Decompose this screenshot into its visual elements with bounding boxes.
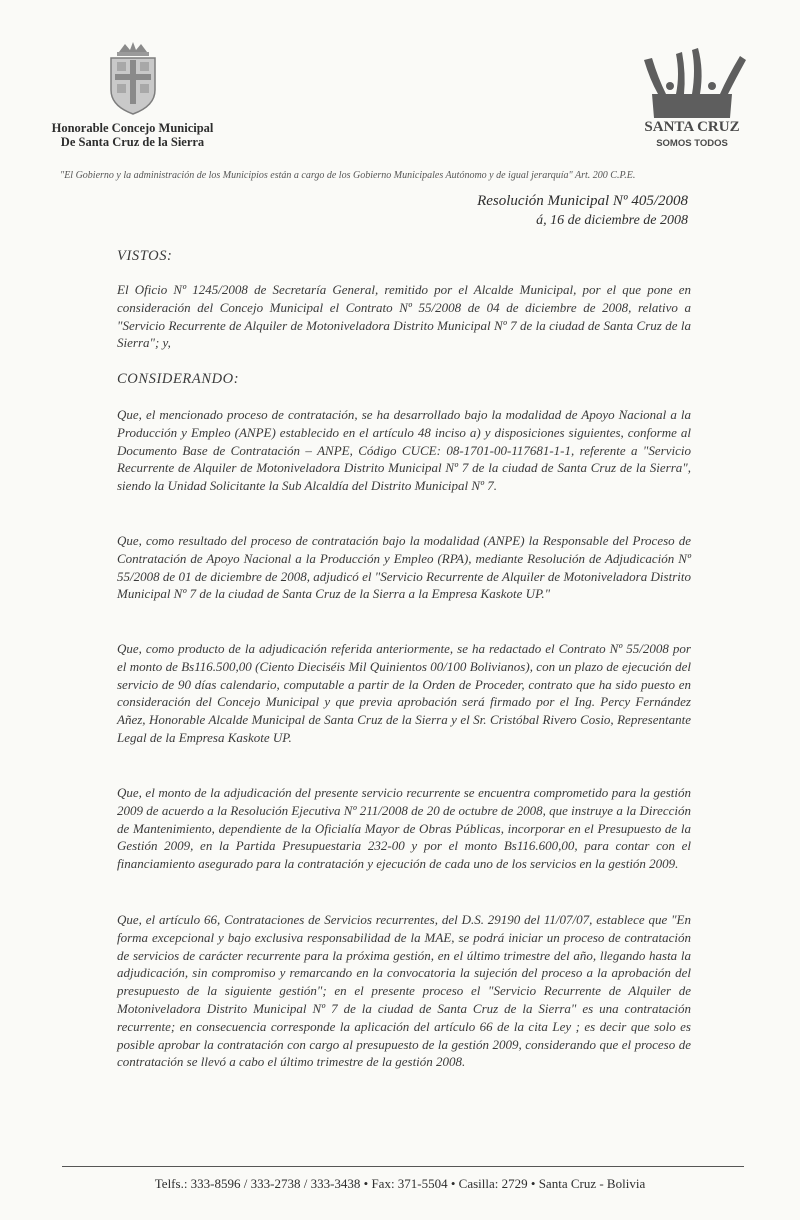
organization-name xyxy=(40,121,225,149)
coat-of-arms-seal xyxy=(103,40,163,118)
org-line-2: De Santa Cruz de la Sierra xyxy=(60,135,205,149)
considerando-paragraph-5: Que, el artículo 66, Contrataciones de Servicios recurrentes, del D.S. 29190 del 11/07/07, establece que "En forma excepcional y bajo exclusiva responsabilidad de la MAE, se podrá iniciar un proceso de contratación de servicios de carácter recurrente para la próxima gestión, en el último trimestre del año, llegando hasta la adjudicación, sin compromiso y remarcando en la convocatoria la sujeción del proceso a la aprobación del presupuesto de la siguiente gestión"; en el presente proceso el "Servicio Recurrente de Alquiler de Motoniveladora Distrito Municipal Nº 7 de la ciudad de Santa Cruz de la Sierra" es una contratación recurrente; en consecuencia corresponde la aplicación del artículo 66 de la cita Ley ; es decir que solo es posible aprobar la contratación con cargo al presupuesto de la gestión 2009, considerando que el proceso de contratación se llevó a cabo el último trimestre de la gestión 2008. xyxy=(117,912,691,1070)
santa-cruz-logo xyxy=(636,46,748,152)
considerando-paragraph-2: Que, como resultado del proceso de contratación bajo la modalidad (ANPE) la Responsable del Proceso de Contratación de Apoyo Nacional a la Producción y Empleo (RPA), mediante Resolución de Adjudicación Nº 55/2008 de 01 de diciembre de 2008, adjudicó el "Servicio Recurrente de Alquiler de Motoniveladora Distrito Municipal Nº 7 de la ciudad de Santa Cruz de la Sierra a la Empresa Kaskote UP." xyxy=(117,533,691,602)
vistos-paragraph: El Oficio Nº 1245/2008 de Secretaría General, remitido por el Alcalde Municipal, por el que pone en consideración del Concejo Municipal el Contrato Nº 55/2008 de 04 de diciembre de 2008, relativo a "Servicio Recurrente de Alquiler de Motoniveladora Distrito Municipal Nº 7 de la ciudad de Santa Cruz de la Sierra"; y, xyxy=(117,282,691,351)
footer-contact: Telfs.: 333-8596 / 333-2738 / 333-3438 • Fax: 371-5504 • Casilla: 2729 • Santa Cruz - Bolivia xyxy=(154,1176,646,1191)
footer-divider xyxy=(62,1166,744,1167)
brand-name: SANTA CRUZ xyxy=(644,119,740,135)
considerando-paragraph-3: Que, como producto de la adjudicación referida anteriormente, se ha redactado el Contrato Nº 55/2008 por el monto de Bs116.500,00 (Ciento Dieciséis Mil Quinientos 00/100 Bolivianos), con un plazo de ejecución del servicio de 90 días calendario, computable a partir de la Orden de Proceder, contrato que ha sido puesto en consideración del Concejo Municipal y que previa aprobación será firmado por el Ing. Percy Fernández Añez, Honorable Alcalde Municipal de Santa Cruz de la Sierra y el Sr. Cristóbal Rivero Cosio, Representante Legal de la Empresa Kaskote UP. xyxy=(117,641,691,745)
considerando-heading: CONSIDERANDO: xyxy=(117,371,240,387)
considerando-paragraph-4: Que, el monto de la adjudicación del presente servicio recurrente se encuentra comprometido para la gestión 2009 de acuerdo a la Resolución Ejecutiva Nº 211/2008 de 20 de octubre de 2008, que instruye a la Dirección de Mantenimiento, dependiente de la Oficialía Mayor de Obras Públicas, incorporar en el Presupuesto de la Gestión 2009, en la Partida Presupuestaria 232-00 y por el monto Bs116.600,00, para contar con el financiamiento asegurado para la contratación y ejecución de cada uno de los servicios en la gestión 2009. xyxy=(117,785,691,872)
brand-tagline: SOMOS TODOS xyxy=(656,138,728,149)
resolution-date: á, 16 de diciembre de 2008 xyxy=(536,213,688,228)
considerando-paragraph-1: Que, el mencionado proceso de contratación, se ha desarrollado bajo la modalidad de Apoyo Nacional a la Producción y Empleo (ANPE) establecido en el artículo 48 inciso a) y disposiciones siguientes, conforme al Documento Base de Contratación – ANPE, Código CUCE: 08-1701-00-117681-1-1, referente a "Servicio Recurrente de Alquiler de Motoniveladora Distrito Municipal Nº 7 de la ciudad de Santa Cruz de la Sierra", siendo la Unidad Solicitante la Sub Alcaldía del Distrito Municipal Nº 7. xyxy=(117,407,691,494)
vistos-heading: VISTOS: xyxy=(117,248,173,264)
resolution-number: Resolución Municipal Nº 405/2008 xyxy=(477,193,688,209)
constitution-motto: "El Gobierno y la administración de los Municipios están a cargo de los Gobierno Municipales Autónomo y de igual jerarquía" Art. 200 C.P.E. xyxy=(60,170,636,181)
org-line-1: Honorable Concejo Municipal xyxy=(51,121,214,135)
